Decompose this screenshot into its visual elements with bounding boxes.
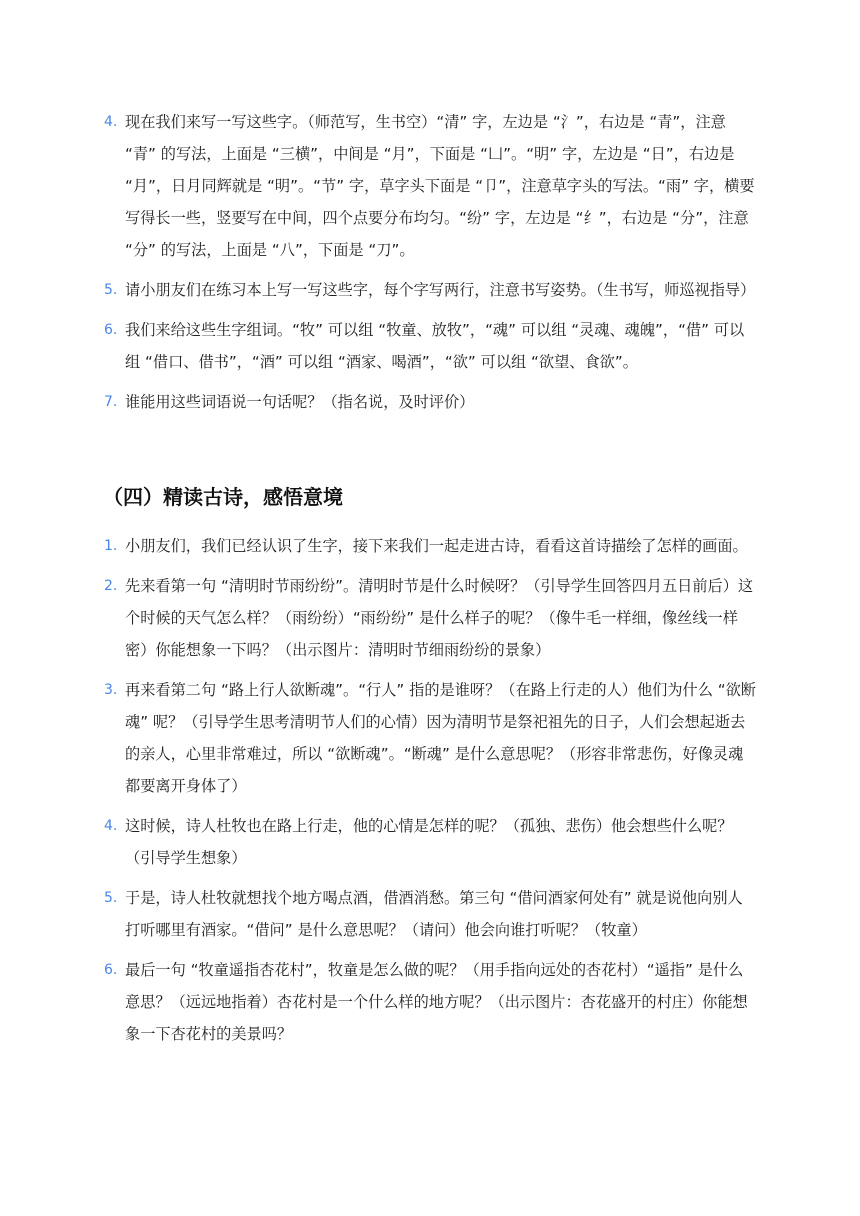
list-item	[104, 106, 756, 266]
list-item-text: 最后一句 “牧童遥指杏花村”，牧童是怎么做的呢？（用手指向远处的杏花村）“遥指” 是什么意思？（远远地指着）杏花村是一个什么样的地方呢？（出示图片：杏花盛开的村庄）你能想象一下杏花村的美景吗？	[125, 961, 748, 1043]
list-item	[104, 882, 756, 946]
list-item-number: 1.	[104, 538, 118, 554]
list-item-number: 5.	[104, 282, 118, 298]
list-item	[104, 954, 756, 1050]
list-item	[104, 810, 756, 874]
list-item-text: 于是，诗人杜牧就想找个地方喝点酒，借酒消愁。第三句 “借问酒家何处有” 就是说他向别人打听哪里有酒家。“借问” 是什么意思呢？（请问）他会向谁打听呢？（牧童）	[125, 889, 743, 939]
writing-steps-list	[104, 106, 756, 426]
list-item-number: 3.	[104, 682, 118, 698]
list-item-number: 6.	[104, 322, 118, 338]
list-item	[104, 530, 756, 562]
list-item	[104, 274, 756, 306]
list-item-text: 谁能用这些词语说一句话呢？（指名说，及时评价）	[125, 393, 475, 411]
section-heading: （四）精读古诗，感悟意境	[103, 485, 343, 509]
list-item-text: 这时候，诗人杜牧也在路上行走，他的心情是怎样的呢？（孤独、悲伤）他会想些什么呢？（引导学生想象）	[125, 817, 733, 867]
list-item-text: 我们来给这些生字组词。“牧” 可以组 “牧童、放牧”，“魂” 可以组 “灵魂、魂魄”，“借” 可以组 “借口、借书”，“酒” 可以组 “酒家、喝酒”，“欲” 可以组 “欲望、食欲”。	[125, 321, 745, 371]
list-item	[104, 314, 756, 378]
list-item-text: 再来看第二句 “路上行人欲断魂”。“行人” 指的是谁呀？（在路上行走的人）他们为什么 “欲断魂” 呢？（引导学生思考清明节人们的心情）因为清明节是祭祀祖先的日子，人们会想起逝去的亲人，心里非常难过，所以 “欲断魂”。“断魂” 是什么意思呢？（形容非常悲伤，好像灵魂都要离开身体了）	[125, 681, 756, 795]
list-item-number: 7.	[104, 394, 118, 410]
list-item	[104, 570, 756, 666]
list-item-text: 先来看第一句 “清明时节雨纷纷”。清明时节是什么时候呀？（引导学生回答四月五日前后）这个时候的天气怎么样？（雨纷纷）“雨纷纷” 是什么样子的呢？（像牛毛一样细，像丝线一样密）你能想象一下吗？（出示图片：清明时节细雨纷纷的景象）	[125, 577, 754, 659]
list-item-text: 请小朋友们在练习本上写一写这些字，每个字写两行，注意书写姿势。（生书写，师巡视指导）	[125, 281, 756, 299]
list-item	[104, 386, 756, 418]
list-item-number: 5.	[104, 890, 118, 906]
list-item-text: 现在我们来写一写这些字。（师范写，生书空）“清” 字，左边是 “氵”，右边是 “青”，注意 “青” 的写法，上面是 “三横”，中间是 “月”，下面是 “凵”。“明” 字，左边是 “日”，右边是 “月”，日月同辉就是 “明”。“节” 字，草字头下面是 “卩”，注意草字头的写法。“雨” 字，横要写得长一些，竖要写在中间，四个点要分布均匀。“纷” 字，左边是 “纟”，右边是 “分”，注意 “分” 的写法，上面是 “八”，下面是 “刀”。	[125, 113, 755, 259]
list-item-number: 4.	[104, 818, 118, 834]
list-item-text: 小朋友们，我们已经认识了生字，接下来我们一起走进古诗，看看这首诗描绘了怎样的画面。	[125, 537, 748, 555]
list-item	[104, 674, 756, 802]
poem-reading-list	[104, 530, 756, 1058]
list-item-number: 2.	[104, 578, 118, 594]
list-item-number: 4.	[104, 114, 118, 130]
list-item-number: 6.	[104, 962, 118, 978]
